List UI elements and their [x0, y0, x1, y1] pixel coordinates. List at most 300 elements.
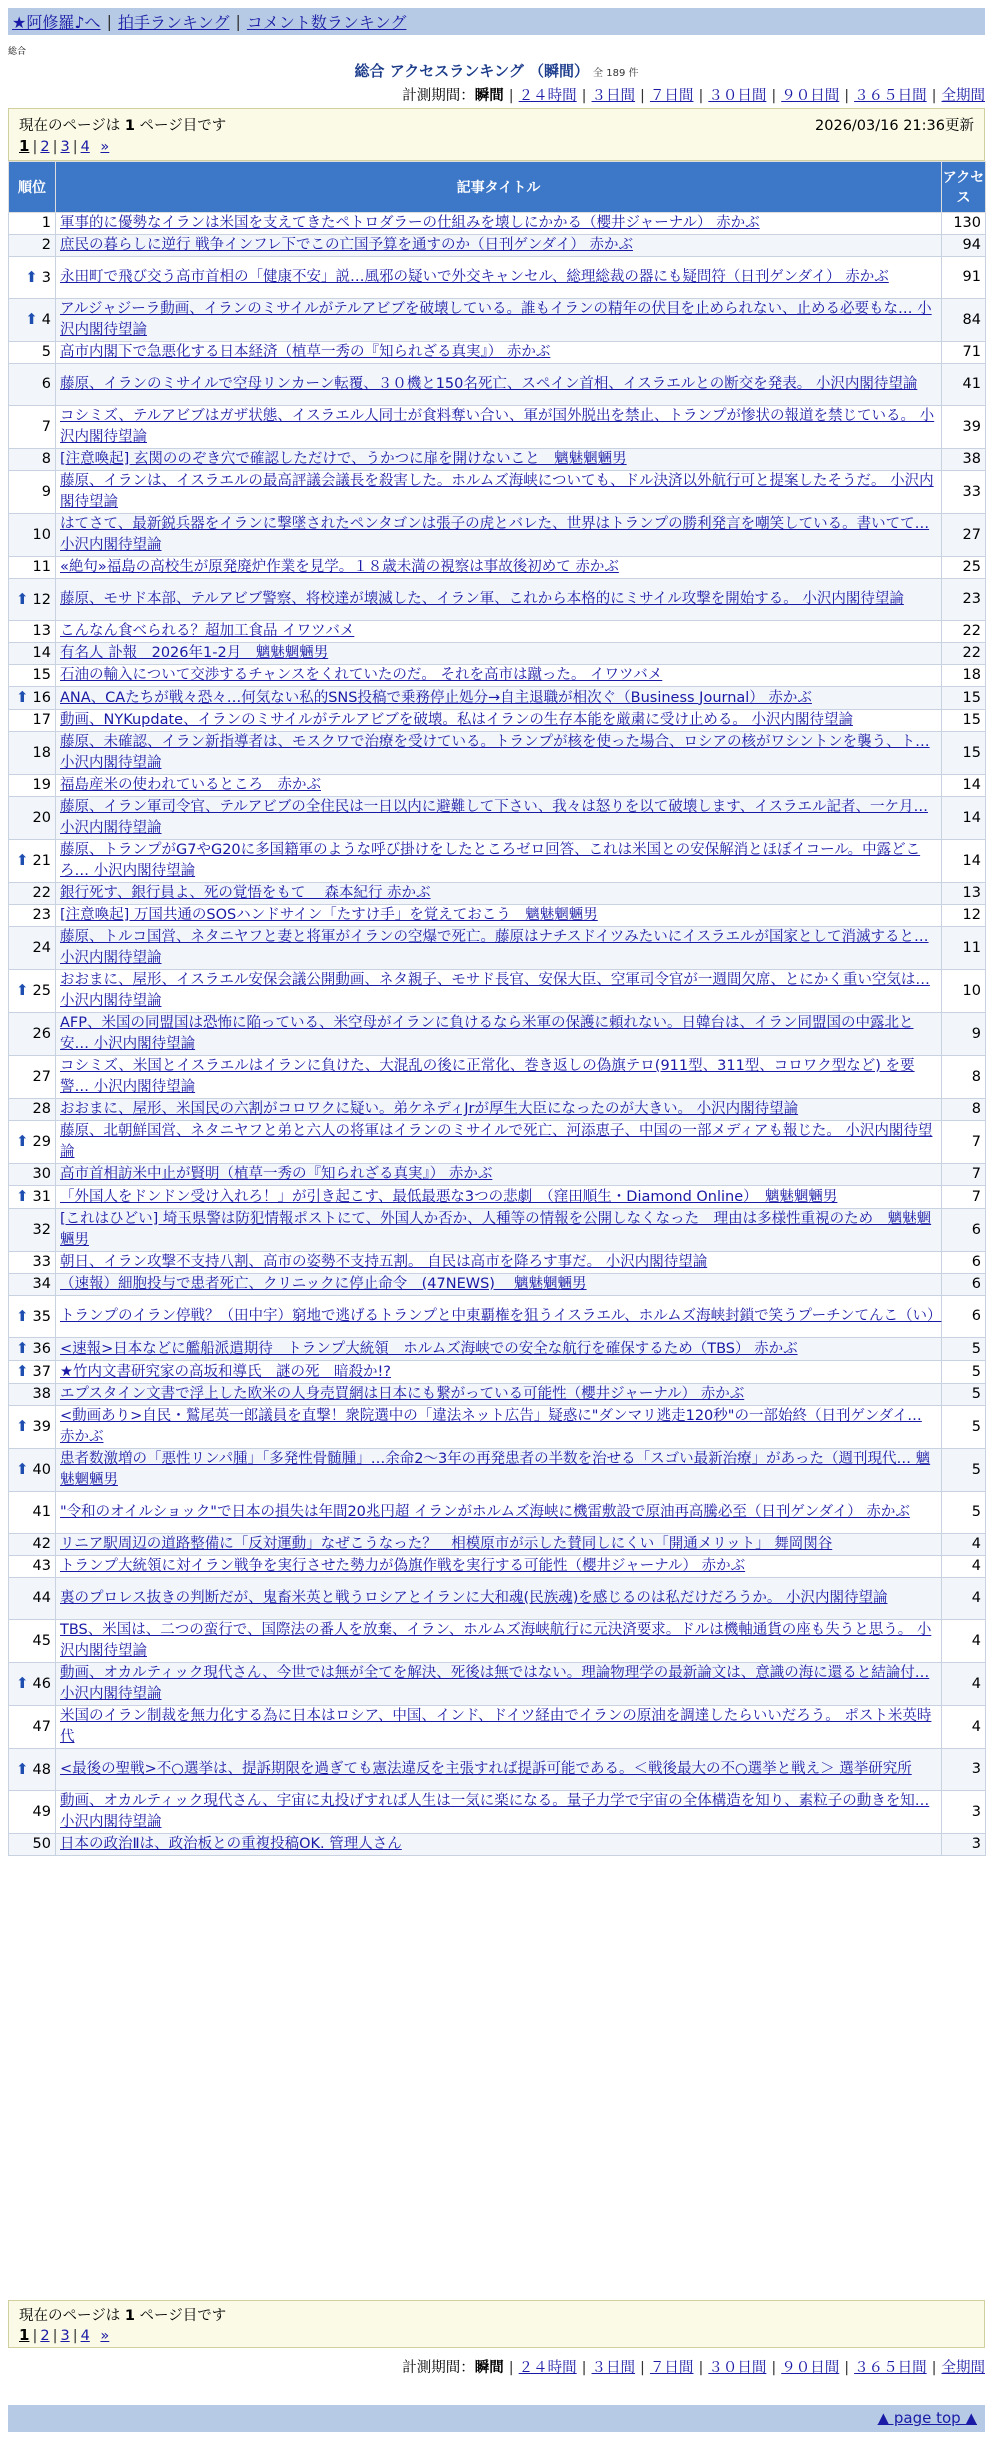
rank-cell	[9, 364, 56, 406]
title-cell	[56, 1620, 942, 1663]
access-count: 84	[942, 299, 986, 342]
rank-cell	[9, 927, 56, 970]
title-cell	[56, 927, 942, 970]
title-cell	[56, 557, 942, 579]
period-label: 計測期間：	[402, 88, 475, 104]
rank-cell	[9, 579, 56, 621]
title-cell	[56, 299, 942, 342]
article-title-link[interactable]: トランプのイラン停戦？（田中宇）窮地で逃げるトランプと中東覇権を狙うイスラエル、ホルムズ海峡封鎖で笑うプーチンてんこ（い）	[60, 1308, 942, 1324]
rank-cell	[9, 1791, 56, 1834]
title-cell	[56, 471, 942, 514]
table-row	[9, 342, 986, 364]
article-title-link[interactable]: 高市首相訪米中止が賢明（植草一秀の『知られざる真実』） 赤かぶ	[60, 1166, 493, 1182]
table-row	[9, 1834, 986, 1856]
rank-number: 15	[32, 667, 51, 683]
rank-cell	[9, 1706, 56, 1749]
rank-number: 21	[32, 853, 51, 869]
rank-number: 22	[32, 885, 51, 901]
table-row	[9, 1121, 986, 1164]
pager-next[interactable]: »	[100, 2328, 110, 2344]
table-row	[9, 1663, 986, 1706]
ranking-title: 総合 アクセスランキング （瞬間）	[354, 62, 590, 80]
period-365d[interactable]: ３６５日間	[854, 2360, 927, 2376]
access-count: 4	[942, 1663, 986, 1706]
title-cell	[56, 235, 942, 257]
current-page-line	[19, 114, 226, 135]
rank-cell	[9, 1384, 56, 1406]
period-label: 計測期間：	[402, 2360, 475, 2376]
table-row	[9, 905, 986, 927]
current-page-line-bottom	[19, 2304, 226, 2325]
rank-number: 27	[32, 1068, 51, 1085]
article-title-link[interactable]: TBS、米国は、二つの蛮行で、国際法の番人を放棄、イラン、ホルムズ海峡航行に元決済要求。ドルは機軸通貨の座も失うと思う。 小沢内閣待望論	[60, 1622, 932, 1659]
title-cell	[56, 1834, 942, 1856]
rank-cell	[9, 1449, 56, 1492]
title-cell	[56, 364, 942, 406]
pager-current: 1	[19, 2326, 30, 2344]
access-count: 5	[942, 1384, 986, 1406]
article-title-link[interactable]: 庶民の暮らしに逆行 戦争インフレ下でこの亡国予算を通すのか（日刊ゲンダイ） 赤かぶ	[60, 237, 633, 253]
rank-number: 40	[32, 1462, 51, 1478]
rank-number: 28	[32, 1101, 51, 1117]
current-page-text: 現在のページは	[19, 2308, 121, 2324]
pager-next[interactable]: »	[100, 139, 110, 155]
rank-cell	[9, 299, 56, 342]
pager-bottom: 1 | 2 | 3 | 4 »	[19, 2326, 110, 2344]
article-title-link[interactable]: 裏のプロレス抜きの判断だが、鬼畜米英と戦うロシアとイランに大和魂(民族魂)を感じるのは私だけだろうか。 小沢内閣待望論	[60, 1590, 888, 1606]
article-title-link[interactable]: こんなん食べられる？超加工食品 イワツバメ	[60, 623, 355, 639]
rank-up-arrow-icon: ⬆	[15, 1460, 29, 1478]
rank-number: 39	[32, 1419, 51, 1435]
article-title-link[interactable]: 銀行死す、銀行員よ、死の覚悟をもて 森本紀行 赤かぶ	[60, 885, 431, 901]
access-count: 22	[942, 621, 986, 643]
rank-cell	[9, 1186, 56, 1209]
article-title-link[interactable]: （速報）細胞投与で患者死亡、クリニックに停止命令 (47NEWS) 魑魅魍魎男	[60, 1276, 587, 1292]
period-30d[interactable]: ３０日間	[708, 2360, 767, 2376]
title-cell	[56, 1274, 942, 1296]
article-title-link[interactable]: 動画、NYKupdate、イランのミサイルがテルアビブを破壊。私はイランの生存本能を厳粛に受け止める。 小沢内閣待望論	[60, 712, 853, 728]
period-24h[interactable]: ２４時間	[518, 2360, 577, 2376]
rank-number: 5	[41, 344, 51, 360]
article-title-link[interactable]: 石油の輸入について交渉するチャンスをくれていたのだ。 それを高市は蹴った。 イワツバメ	[60, 667, 663, 683]
rank-number: 1	[41, 215, 51, 231]
period-selector-bottom: 計測期間：瞬間 | ２４時間 | ３日間 | ７日間 | ３０日間 | ９０日間 | ３６５日間 | 全期間	[402, 2360, 985, 2376]
table-row	[9, 557, 986, 579]
rank-up-arrow-icon: ⬆	[15, 589, 29, 608]
article-title-link[interactable]: 藤原、トルコ国営、ネタニヤフと妻と将軍がイランの空爆で死亡。藤原はナチスドイツみたいにイスラエルが国家として消滅すると… 小沢内閣待望論	[60, 929, 929, 966]
table-row	[9, 687, 986, 710]
rank-cell	[9, 687, 56, 710]
table-row	[9, 1492, 986, 1534]
pager-page-4[interactable]: 4	[80, 139, 90, 155]
table-row	[9, 299, 986, 342]
rank-cell	[9, 1013, 56, 1056]
title-cell	[56, 1164, 942, 1186]
pager-page-3[interactable]: 3	[60, 2328, 70, 2344]
article-title-link[interactable]: <動画あり>自民・鷲尾英一郎議員を直撃！衆院選中の「違法ネット広告」疑惑に"ダンマリ逃走120秒"の一部始終（日刊ゲンダイ… 赤かぶ	[60, 1408, 922, 1445]
access-count: 11	[942, 927, 986, 970]
period-90d[interactable]: ９０日間	[781, 88, 840, 104]
table-row	[9, 1384, 986, 1406]
access-count: 5	[942, 1406, 986, 1449]
rank-number: 45	[32, 1632, 51, 1649]
rank-cell	[9, 643, 56, 665]
current-page-text-after: ページ目です	[139, 118, 227, 134]
period-selector-top: 計測期間：瞬間 | ２４時間 | ３日間 | ７日間 | ３０日間 | ９０日間 | ３６５日間 | 全期間	[402, 88, 985, 104]
title-cell	[56, 621, 942, 643]
rank-cell	[9, 1663, 56, 1706]
rank-number: 24	[32, 939, 51, 956]
title-cell	[56, 1556, 942, 1578]
article-title-link[interactable]: 永田町で飛び交う高市首相の「健康不安」説…風邪の疑いで外交キャンセル、総理総裁の器にも疑問符（日刊ゲンダイ） 赤かぶ	[60, 269, 889, 285]
pager-page-4[interactable]: 4	[80, 2328, 90, 2344]
article-title-link[interactable]: ANA、CAたちが戦々恐々…何気ない私的SNS投稿で乗務停止処分→自主退職が相次ぐ（Business Journal） 赤かぶ	[60, 689, 812, 706]
table-row	[9, 1556, 986, 1578]
rank-number: 10	[32, 526, 51, 543]
table-row	[9, 1274, 986, 1296]
access-count: 4	[942, 1556, 986, 1578]
nav-link-comment-ranking[interactable]: コメント数ランキング	[246, 13, 407, 32]
title-cell	[56, 775, 942, 797]
table-row	[9, 1706, 986, 1749]
table-row	[9, 775, 986, 797]
period-30d[interactable]: ３０日間	[708, 88, 767, 104]
rank-up-arrow-icon: ⬆	[15, 1306, 29, 1325]
access-count: 6	[942, 1209, 986, 1252]
period-3d[interactable]: ３日間	[591, 2360, 636, 2376]
rank-cell	[9, 665, 56, 687]
article-title-link[interactable]: エプスタイン文書で浮上した欧米の人身売買網は日本にも繋がっている可能性（櫻井ジャーナル） 赤かぶ	[60, 1386, 745, 1402]
rank-cell	[9, 1099, 56, 1121]
rank-cell	[9, 213, 56, 235]
title-cell	[56, 579, 942, 621]
access-count: 14	[942, 775, 986, 797]
title-cell	[56, 1252, 942, 1274]
article-title-link[interactable]: リニア駅周辺の道路整備に「反対運動」なぜこうなった？ 相模原市が示した賛同しにくい「開通メリット」 舞岡関谷	[60, 1536, 833, 1552]
rank-cell	[9, 1296, 56, 1338]
article-title-link[interactable]: 福島産米の使われているところ 赤かぶ	[60, 777, 321, 793]
access-count: 39	[942, 406, 986, 449]
article-title-link[interactable]: [注意喚起] 玄関ののぞき穴で確認しただけで、うかつに扉を開けないこと 魑魅魍魎男	[60, 451, 627, 467]
title-cell	[56, 840, 942, 883]
rank-cell	[9, 732, 56, 775]
article-title-link[interactable]: «絶句»福島の高校生が原発廃炉作業を見学。１８歳未満の視察は事故後初めて 赤かぶ	[60, 559, 619, 575]
rank-cell	[9, 1406, 56, 1449]
article-title-link[interactable]: 有名人 訃報 2026年1-2月 魑魅魍魎男	[60, 645, 329, 661]
rank-cell	[9, 1834, 56, 1856]
article-title-link[interactable]: <最後の聖戦>不○選挙は、提訴期限を過ぎても憲法違反を主張すれば提訴可能である。＜戦後最大の不○選挙と戦え＞ 選挙研究所	[60, 1761, 912, 1777]
article-title-link[interactable]: 藤原、モサド本部、テルアビブ警察、将校達が壊滅した、イラン軍、これから本格的にミサイル攻撃を開始する。 小沢内閣待望論	[60, 591, 904, 607]
rank-cell	[9, 797, 56, 840]
rank-up-arrow-icon: ⬆	[15, 1759, 29, 1778]
title-cell	[56, 732, 942, 775]
rank-number: 47	[32, 1718, 51, 1735]
header-rank: 順位	[9, 162, 56, 213]
period-90d[interactable]: ９０日間	[781, 2360, 840, 2376]
title-cell	[56, 1296, 942, 1338]
rank-up-arrow-icon: ⬆	[15, 981, 29, 999]
table-row	[9, 883, 986, 905]
access-count: 5	[942, 1361, 986, 1384]
period-all[interactable]: 全期間	[941, 88, 985, 104]
article-title-link[interactable]: コシミズ、テルアビブはガザ状態、イスラエル人同士が食料奪い合い、軍が国外脱出を禁止、トランプが惨状の報道を禁じている。 小沢内閣待望論	[60, 408, 935, 445]
title-cell	[56, 213, 942, 235]
title-cell	[56, 1209, 942, 1252]
rank-number: 41	[32, 1504, 51, 1520]
table-row	[9, 1164, 986, 1186]
table-header-row	[9, 162, 986, 213]
rank-cell	[9, 1534, 56, 1556]
header-access: アクセス	[942, 162, 986, 213]
article-title-link[interactable]: "令和のオイルショック"で日本の損失は年間20兆円超 イランがホルムズ海峡に機雷敷設で原油再高騰必至（日刊ゲンダイ） 赤かぶ	[60, 1504, 910, 1520]
nav-link-applause-ranking[interactable]: 拍手ランキング	[117, 13, 230, 32]
title-cell	[56, 797, 942, 840]
table-row	[9, 1361, 986, 1384]
access-count: 91	[942, 257, 986, 299]
rank-up-arrow-icon: ⬆	[25, 310, 38, 328]
access-count: 12	[942, 905, 986, 927]
rank-cell	[9, 1492, 56, 1534]
rank-number: 30	[32, 1166, 51, 1182]
nav-link-asyura[interactable]: ★阿修羅♪へ	[12, 13, 101, 32]
access-count: 8	[942, 1099, 986, 1121]
rank-number: 49	[32, 1803, 51, 1820]
article-title-link[interactable]: 藤原、未確認、イラン新指導者は、モスクワで治療を受けている。トランプが核を使った場合、ロシアの核がワシントンを襲う、ト… 小沢内閣待望論	[60, 734, 930, 771]
top-nav-bar	[8, 8, 985, 35]
access-count: 5	[942, 1449, 986, 1492]
table-row	[9, 1099, 986, 1121]
rank-cell	[9, 710, 56, 732]
rank-number: 34	[32, 1276, 51, 1292]
title-cell	[56, 1749, 942, 1791]
access-count: 6	[942, 1252, 986, 1274]
rank-number: 36	[32, 1341, 51, 1357]
rank-cell	[9, 557, 56, 579]
rank-cell	[9, 621, 56, 643]
rank-number: 42	[32, 1536, 51, 1552]
access-count: 27	[942, 514, 986, 557]
table-row	[9, 1406, 986, 1449]
rank-cell	[9, 1274, 56, 1296]
table-row	[9, 797, 986, 840]
bottom-bar	[8, 2405, 985, 2432]
rank-cell	[9, 1252, 56, 1274]
article-title-link[interactable]: 藤原、イランは、イスラエルの最高評議会議長を殺害した。ホルムズ海峡についても、ドル決済以外航行可と提案したそうだ。 小沢内閣待望論	[60, 473, 934, 510]
title-cell	[56, 1384, 942, 1406]
rank-number: 37	[32, 1364, 51, 1380]
article-title-link[interactable]: 藤原、イランのミサイルで空母リンカーン転覆、３０機と150名死亡、スペイン首相、イスラエルとの断交を発表。 小沢内閣待望論	[60, 376, 918, 392]
access-count: 23	[942, 579, 986, 621]
access-count: 22	[942, 643, 986, 665]
rank-cell	[9, 1556, 56, 1578]
article-title-link[interactable]: 藤原、トランプがG7やG20に多国籍軍のような呼び掛けをしたところゼロ回答、これは米国との安保解消とほぼイコール。中露どころ… 小沢内閣待望論	[60, 842, 921, 879]
access-count: 4	[942, 1578, 986, 1620]
current-page-number: 1	[124, 2308, 135, 2324]
period-7d[interactable]: ７日間	[649, 88, 694, 104]
rank-cell	[9, 775, 56, 797]
rank-number: 3	[41, 269, 51, 286]
table-row	[9, 1749, 986, 1791]
table-row	[9, 471, 986, 514]
article-title-link[interactable]: おおまに、屋形、イスラエル安保会議公開動画、ネタ親子、モサド長官、安保大臣、空軍司令官が一週間欠席、とにかく重い空気は… 小沢内閣待望論	[60, 972, 930, 1009]
title-cell	[56, 514, 942, 557]
table-row	[9, 970, 986, 1013]
title-cell	[56, 449, 942, 471]
article-title-link[interactable]: 朝日、イラン攻撃不支持八割、高市の姿勢不支持五割。 自民は高市を降ろす事だ。 小沢内閣待望論	[60, 1254, 708, 1270]
table-row	[9, 235, 986, 257]
rank-number: 8	[41, 451, 51, 467]
access-count: 33	[942, 471, 986, 514]
table-row	[9, 1056, 986, 1099]
rank-number: 11	[32, 559, 51, 575]
title-cell	[56, 406, 942, 449]
rank-cell	[9, 1620, 56, 1663]
table-row	[9, 927, 986, 970]
rank-cell	[9, 235, 56, 257]
title-cell	[56, 1791, 942, 1834]
article-title-link[interactable]: AFP、米国の同盟国は恐怖に陥っている、米空母がイランに負けるなら米軍の保護に頼れない。日韓台は、イラン同盟国の中露北と安… 小沢内閣待望論	[60, 1015, 914, 1052]
pager-page-2[interactable]: 2	[40, 139, 50, 155]
article-title-link[interactable]: 米国のイラン制裁を無力化する為に日本はロシア、中国、インド、ドイツ経由でイランの原油を調達したらいいだろう。 ポスト米英時代	[60, 1708, 932, 1745]
article-title-link[interactable]: ★竹内文書研究家の高坂和導氏 謎の死 暗殺か!?	[60, 1363, 392, 1380]
access-count: 18	[942, 665, 986, 687]
article-title-link[interactable]: 藤原、イラン軍司令官、テルアビブの全住民は一日以内に避難して下さい、我々は怒りを以て破壊します、イスラエル記者、一ケ月… 小沢内閣待望論	[60, 799, 928, 836]
article-title-link[interactable]: トランプ大統領に対イラン戦争を実行させた勢力が偽旗作戦を実行する可能性（櫻井ジャーナル） 赤かぶ	[60, 1558, 746, 1574]
rank-up-arrow-icon: ⬆	[15, 1187, 29, 1205]
title-cell	[56, 970, 942, 1013]
rank-cell	[9, 1338, 56, 1361]
table-row	[9, 1578, 986, 1620]
table-row	[9, 710, 986, 732]
pager-page-3[interactable]: 3	[60, 139, 70, 155]
access-count: 15	[942, 710, 986, 732]
rank-cell	[9, 449, 56, 471]
title-cell	[56, 1013, 942, 1056]
access-count: 38	[942, 449, 986, 471]
rank-number: 25	[32, 983, 51, 999]
table-row	[9, 449, 986, 471]
ranking-title-block	[0, 60, 993, 81]
article-title-link[interactable]: <速報>日本などに艦船派遣期待 トランプ大統領 ホルムズ海峡での安全な航行を確保するため（TBS） 赤かぶ	[60, 1340, 798, 1357]
table-row	[9, 840, 986, 883]
period-7d[interactable]: ７日間	[649, 2360, 694, 2376]
access-count: 8	[942, 1056, 986, 1099]
rank-up-arrow-icon: ⬆	[25, 267, 38, 286]
pager-page-2[interactable]: 2	[40, 2328, 50, 2344]
access-count: 71	[942, 342, 986, 364]
table-row	[9, 643, 986, 665]
article-title-link[interactable]: 軍事的に優勢なイランは米国を支えてきたペトロダラーの仕組みを壊しにかかる（櫻井ジャーナル） 赤かぶ	[60, 215, 760, 231]
title-cell	[56, 1056, 942, 1099]
title-cell	[56, 1099, 942, 1121]
rank-number: 23	[32, 907, 51, 923]
rank-number: 9	[41, 483, 51, 500]
rank-number: 14	[32, 645, 51, 661]
rank-up-arrow-icon: ⬆	[15, 1339, 29, 1357]
article-title-link[interactable]: [注意喚起] 万国共通のSOSハンドサイン「たすけ手」を覚えておこう 魑魅魍魎男	[60, 907, 598, 923]
article-title-link[interactable]: 動画、オカルティック現代さん、宇宙に丸投げすれば人生は一気に楽になる。量子力学で宇宙の全体構造を知り、素粒子の動きを知… 小沢内閣待望論	[60, 1793, 930, 1830]
article-title-link[interactable]: コシミズ、米国とイスラエルはイランに負けた、大混乱の後に正常化、巻き返しの偽旗テロ(911型、311型、コロワク型など) を要警… 小沢内閣待望論	[60, 1058, 915, 1095]
rank-up-arrow-icon: ⬆	[15, 688, 29, 706]
access-count: 14	[942, 840, 986, 883]
rank-number: 2	[41, 237, 51, 253]
rank-number: 17	[32, 712, 51, 728]
period-3d[interactable]: ３日間	[591, 88, 636, 104]
title-cell	[56, 905, 942, 927]
table-row	[9, 1620, 986, 1663]
rank-cell	[9, 1164, 56, 1186]
title-cell	[56, 257, 942, 299]
access-count: 4	[942, 1620, 986, 1663]
title-cell	[56, 1492, 942, 1534]
table-row	[9, 1449, 986, 1492]
article-title-link[interactable]: [これはひどい] 埼玉県警は防犯情報ポストにて、外国人か否か、人種等の情報を公開しなくなった 理由は多様性重視のため 魑魅魍魎男	[60, 1211, 932, 1248]
article-title-link[interactable]: アルジャジーラ動画、イランのミサイルがテルアビブを破壊している。誰もイランの精年の伏目を止められない、止める必要もな… 小沢内閣待望論	[60, 301, 932, 338]
title-cell	[56, 687, 942, 710]
access-count: 6	[942, 1274, 986, 1296]
rank-number: 35	[32, 1308, 51, 1325]
title-cell	[56, 1449, 942, 1492]
access-count: 4	[942, 1706, 986, 1749]
rank-number: 4	[41, 312, 51, 328]
rank-number: 18	[32, 744, 51, 761]
title-cell	[56, 883, 942, 905]
table-row	[9, 732, 986, 775]
article-title-link[interactable]: おおまに、屋形、米国民の六割がコロワクに疑い。弟ケネディJrが厚生大臣になったのが大きい。 小沢内閣待望論	[60, 1101, 799, 1117]
rank-up-arrow-icon: ⬆	[15, 1417, 29, 1435]
access-count: 15	[942, 687, 986, 710]
rank-number: 50	[32, 1836, 51, 1852]
article-title-link[interactable]: 「外国人をドンドン受け入れろ！」が引き起こす、最低最悪な3つの悲劇 （窪田順生・Diamond Online） 魑魅魍魎男	[60, 1188, 838, 1205]
access-count: 10	[942, 970, 986, 1013]
access-count: 3	[942, 1749, 986, 1791]
table-row	[9, 1252, 986, 1274]
rank-cell	[9, 257, 56, 299]
article-title-link[interactable]: 患者数激増の「悪性リンパ腫」「多発性骨髄腫」…余命2〜3年の再発患者の半数を治せる「スゴい最新治療」があった（週刊現代… 魑魅魍魎男	[60, 1451, 931, 1488]
table-row	[9, 579, 986, 621]
table-row	[9, 1296, 986, 1338]
rank-up-arrow-icon: ⬆	[15, 851, 29, 869]
access-count: 7	[942, 1164, 986, 1186]
period-365d[interactable]: ３６５日間	[854, 88, 927, 104]
access-count: 4	[942, 1534, 986, 1556]
article-title-link[interactable]: はてさて、最新鋭兵器をイランに撃墜されたペンタゴンは張子の虎とバレた、世界はトランプの勝利発言を嘲笑している。書いてて… 小沢内閣待望論	[60, 516, 930, 553]
access-count: 7	[942, 1186, 986, 1209]
title-cell	[56, 1338, 942, 1361]
rank-cell	[9, 342, 56, 364]
period-24h[interactable]: ２４時間	[518, 88, 577, 104]
page-top-link[interactable]: ▲ page top ▲	[877, 2409, 977, 2427]
table-row	[9, 257, 986, 299]
article-title-link[interactable]: 高市内閣下で急悪化する日本経済（植草一秀の『知られざる真実』） 赤かぶ	[60, 344, 551, 360]
table-row	[9, 1338, 986, 1361]
rank-number: 20	[32, 809, 51, 826]
article-title-link[interactable]: 動画、オカルティック現代さん、今世では無が全てを解決、死後は無ではない。理論物理学の最新論文は、意識の海に還ると結論付… 小沢内閣待望論	[60, 1665, 930, 1702]
access-count: 25	[942, 557, 986, 579]
title-cell	[56, 1534, 942, 1556]
article-title-link[interactable]: 藤原、北朝鮮国営、ネタニヤフと弟と六人の将軍はイランのミサイルで死亡、河添恵子、中国の一部メディアも報じた。 小沢内閣待望論	[60, 1123, 933, 1160]
page-info-box-bottom	[8, 2300, 985, 2348]
period-all[interactable]: 全期間	[941, 2360, 985, 2376]
access-count: 3	[942, 1834, 986, 1856]
access-count: 9	[942, 1013, 986, 1056]
access-count: 5	[942, 1492, 986, 1534]
title-cell	[56, 710, 942, 732]
access-count: 15	[942, 732, 986, 775]
rank-number: 7	[41, 418, 51, 435]
rank-number: 26	[32, 1025, 51, 1042]
article-title-link[interactable]: 日本の政治Ⅱは、政治板との重複投稿OK. 管理人さん	[60, 1836, 402, 1852]
